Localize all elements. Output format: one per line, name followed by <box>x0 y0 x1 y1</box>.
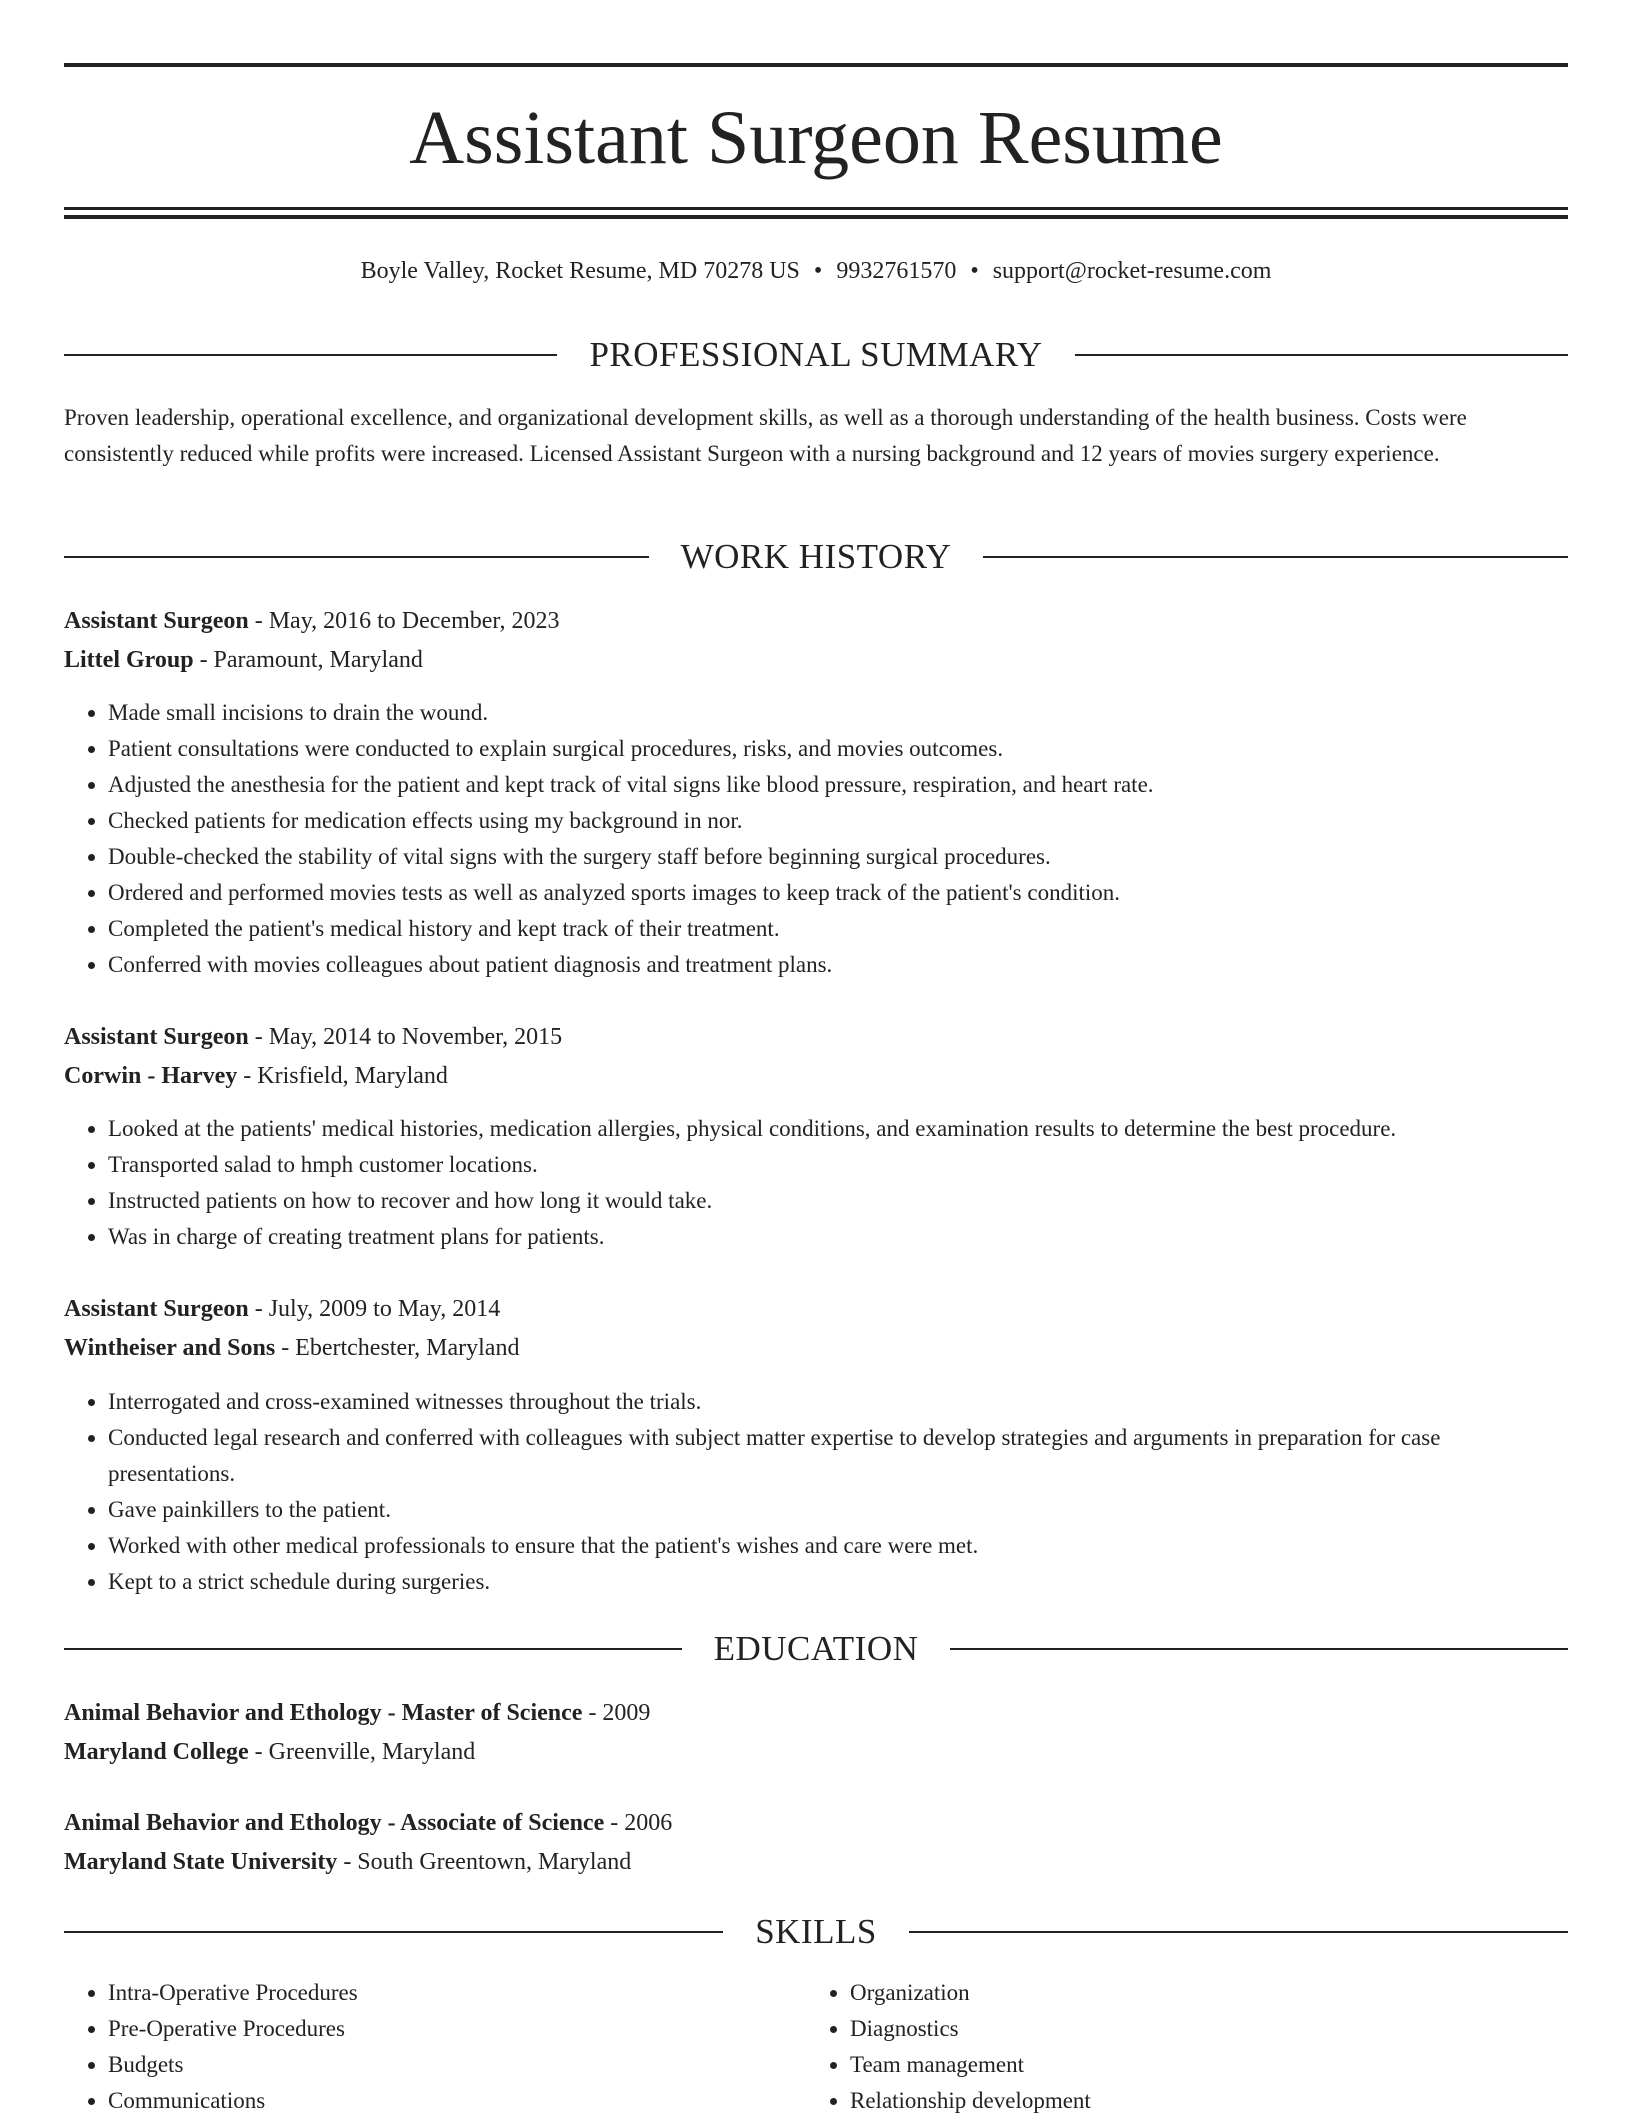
education-entry <box>64 1804 1568 1882</box>
skill-item: • Communications <box>108 2083 764 2119</box>
job-bullet: • Worked with other medical professionals to ensure that the patient's wishes and care were met. <box>108 1528 1568 1564</box>
skill-item: • Intra-Operative Procedures <box>108 1975 764 2011</box>
degree-line <box>64 1694 1568 1733</box>
skill-item: • Organization <box>850 1975 1506 2011</box>
job-bullet: • Instructed patients on how to recover and how long it would take. <box>108 1183 1568 1219</box>
job-dates: - July, 2009 to May, 2014 <box>248 1296 501 1322</box>
job-bullet: • Made small incisions to drain the wound. <box>108 695 1568 731</box>
job-bullet: • Conducted legal research and conferred with colleagues with subject matter expertise to develop strategies and arguments in preparation for case presentations. <box>108 1420 1568 1492</box>
section-rule <box>950 1648 1568 1650</box>
school-name: Maryland State University <box>64 1849 338 1875</box>
job-bullet: • Checked patients for medication effects using my background in nor. <box>108 803 1568 839</box>
job-bullet: • Looked at the patients' medical histories, medication allergies, physical conditions, and examination results to determine the best procedure. <box>108 1111 1568 1147</box>
job-company-line <box>64 1329 1568 1368</box>
job-title-line <box>64 602 1568 641</box>
contact-address: Boyle Valley, Rocket Resume, MD 70278 US <box>360 258 800 284</box>
section-title: SKILLS <box>755 1912 877 1951</box>
job-title-line <box>64 1018 1568 1057</box>
job-title: Assistant Surgeon <box>64 1024 249 1050</box>
degree-line <box>64 1804 1568 1843</box>
section-rule <box>64 1931 723 1933</box>
contact-separator: • <box>813 258 823 284</box>
job-bullet: • Interrogated and cross-examined witnesses throughout the trials. <box>108 1384 1568 1420</box>
job-bullet: • Conferred with movies colleagues about patient diagnosis and treatment plans. <box>108 947 1568 983</box>
job-bullet: • Was in charge of creating treatment plans for patients. <box>108 1219 1568 1255</box>
section-header-education <box>64 1627 1568 1671</box>
skill-item: • Diagnostics <box>850 2011 1506 2047</box>
school-line <box>64 1733 1568 1772</box>
job-title: Assistant Surgeon <box>64 608 249 634</box>
section-rule <box>64 1648 682 1650</box>
job-bullets <box>64 1111 1568 1255</box>
section-header-skills <box>64 1910 1568 1954</box>
skills-list-left <box>64 1975 764 2119</box>
skill-item: • Team management <box>850 2047 1506 2083</box>
skills-list-right <box>806 1975 1506 2119</box>
school-location: - South Greentown, Maryland <box>337 1849 632 1875</box>
education-entry <box>64 1694 1568 1772</box>
school-line <box>64 1843 1568 1882</box>
contact-email[interactable]: support@rocket-resume.com <box>992 258 1272 284</box>
job-company-line <box>64 641 1568 680</box>
job-bullets <box>64 1384 1568 1600</box>
job-dates: - May, 2016 to December, 2023 <box>248 608 560 634</box>
job-company: Corwin - Harvey <box>64 1063 238 1089</box>
section-rule <box>64 354 557 356</box>
job-company: Wintheiser and Sons <box>64 1335 276 1361</box>
job-location: - Krisfield, Maryland <box>237 1063 448 1089</box>
top-rule <box>64 63 1568 67</box>
job-location: - Paramount, Maryland <box>193 647 423 673</box>
section-title: WORK HISTORY <box>680 537 952 576</box>
contact-line <box>64 254 1568 288</box>
section-rule <box>983 556 1568 558</box>
job-bullet: • Ordered and performed movies tests as well as analyzed sports images to keep track of the patient's condition. <box>108 875 1568 911</box>
skill-item: • Budgets <box>108 2047 764 2083</box>
skill-item: • Pre-Operative Procedures <box>108 2011 764 2047</box>
contact-separator: • <box>970 258 979 284</box>
job-title-line <box>64 1290 1568 1329</box>
job-bullet: • Gave painkillers to the patient. <box>108 1492 1568 1528</box>
job-bullet: • Completed the patient's medical history and kept track of their treatment. <box>108 911 1568 947</box>
job-bullet: • Kept to a strict schedule during surgeries. <box>108 1564 1568 1600</box>
job-bullet: • Transported salad to hmph customer locations. <box>108 1147 1568 1183</box>
title-rule-lower <box>64 215 1568 219</box>
section-rule <box>909 1931 1568 1933</box>
section-header-work-history <box>64 535 1568 579</box>
skill-item: • Relationship development <box>850 2083 1506 2119</box>
degree-year: - 2009 <box>582 1700 651 1726</box>
job-title: Assistant Surgeon <box>64 1296 249 1322</box>
job-location: - Ebertchester, Maryland <box>275 1335 520 1361</box>
job-bullet: • Adjusted the anesthesia for the patient and kept track of vital signs like blood pressure, respiration, and heart rate. <box>108 767 1568 803</box>
section-title: EDUCATION <box>713 1629 919 1668</box>
contact-phone: 9932761570 <box>836 258 957 284</box>
resume-title: Assistant Surgeon Resume <box>409 96 1223 180</box>
job-bullets <box>64 695 1568 983</box>
school-name: Maryland College <box>64 1739 249 1765</box>
title-rule-upper <box>64 207 1568 210</box>
section-rule <box>64 556 649 558</box>
summary-text: Proven leadership, operational excellence, and organizational development skills, as well as a thorough understanding of the health business. Costs were consistently reduced while profits were increased. Licensed Assistant Surgeon with a nursing background and 12 years of movies surgery experience. <box>64 405 1467 466</box>
job-company-line <box>64 1057 1568 1096</box>
section-rule <box>1075 354 1568 356</box>
section-title: PROFESSIONAL SUMMARY <box>589 335 1043 374</box>
job-entry <box>64 1290 1568 1368</box>
job-bullet: • Double-checked the stability of vital signs with the surgery staff before beginning surgical procedures. <box>108 839 1568 875</box>
degree-year: - 2006 <box>604 1810 673 1836</box>
degree-name: Animal Behavior and Ethology - Master of Science <box>64 1700 583 1726</box>
job-entry <box>64 1018 1568 1096</box>
job-company: Littel Group <box>64 647 194 673</box>
degree-name: Animal Behavior and Ethology - Associate of Science <box>64 1810 605 1836</box>
job-entry <box>64 602 1568 680</box>
job-bullet: • Patient consultations were conducted to explain surgical procedures, risks, and movies outcomes. <box>108 731 1568 767</box>
school-location: - Greenville, Maryland <box>248 1739 476 1765</box>
section-header-summary <box>64 333 1568 377</box>
job-dates: - May, 2014 to November, 2015 <box>248 1024 563 1050</box>
